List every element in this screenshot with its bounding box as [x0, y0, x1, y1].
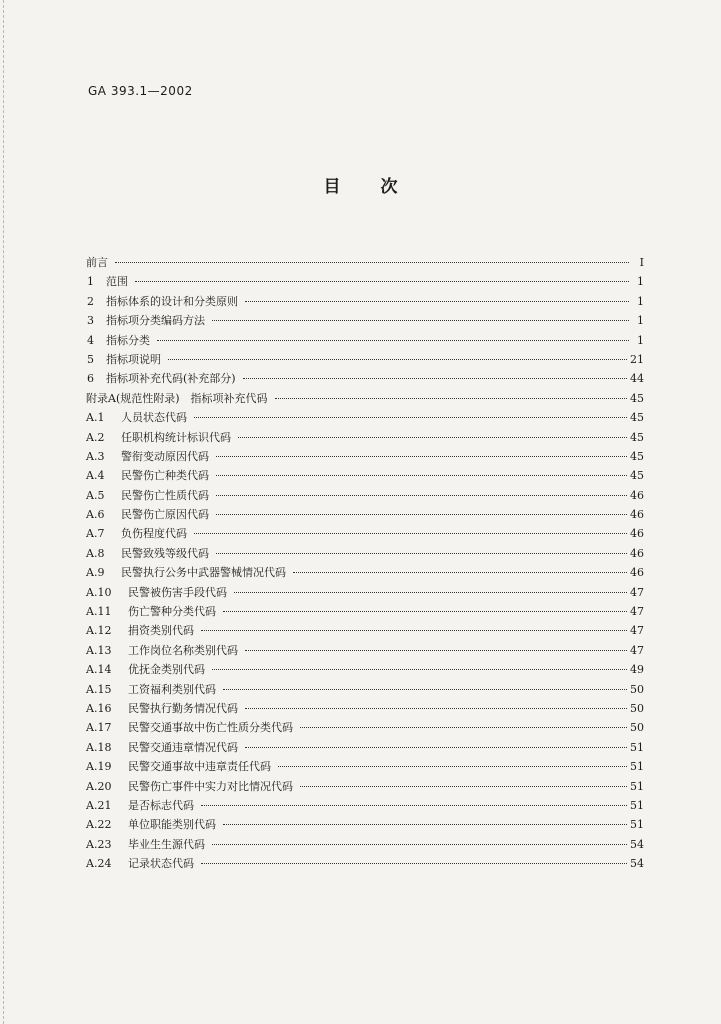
toc-entry-page: 51	[630, 798, 644, 812]
toc-entry-page: 51	[630, 779, 644, 793]
toc-entry-title: 民警伤亡性质代码	[121, 488, 209, 502]
toc-entry-number: 3	[87, 314, 94, 328]
toc-entry-number: 1	[87, 275, 94, 289]
toc-entry-title: 人员状态代码	[121, 411, 187, 425]
toc-entry-page: 50	[630, 682, 644, 696]
toc-leader-dots	[157, 328, 629, 341]
toc-entry-number: A.17	[86, 721, 112, 735]
toc-entry-page: 21	[630, 352, 644, 366]
toc-leader-dots	[115, 250, 629, 263]
toc-entry-title: 指标项说明	[106, 352, 161, 366]
toc-entry-title: 民警被伤害手段代码	[128, 585, 227, 599]
toc-entry-number: 5	[87, 352, 94, 366]
toc-leader-dots	[245, 735, 627, 748]
toc-leader-dots	[216, 502, 627, 515]
toc-entry-number: A.19	[86, 760, 112, 774]
toc-entry-title: 民警执行公务中武器警械情况代码	[121, 566, 286, 580]
toc-entry-number: A.16	[86, 701, 112, 715]
toc-entry-number: A.23	[86, 837, 112, 851]
toc-entry-number: A.8	[86, 546, 105, 560]
toc-entry-title: 附录A(规范性附录) 指标项补充代码	[86, 391, 268, 405]
binding-edge	[3, 0, 5, 1024]
toc-entry-page: 47	[630, 585, 644, 599]
toc-entry-number: A.24	[86, 857, 112, 871]
toc-leader-dots	[212, 308, 629, 321]
toc-entry-number: A.22	[86, 818, 112, 832]
toc-leader-dots	[245, 289, 629, 302]
toc-entry-page: 47	[630, 624, 644, 638]
toc-leader-dots	[212, 657, 627, 670]
toc-entry-title: 前言	[86, 256, 108, 269]
toc-entry-page: 47	[630, 605, 644, 619]
toc-entry-title: 民警伤亡种类代码	[121, 469, 209, 483]
toc-entry-title: 任职机构统计标识代码	[121, 430, 231, 444]
toc-leader-dots	[216, 444, 627, 457]
toc-entry-number: A.21	[86, 798, 112, 812]
toc-entry-page: 45	[630, 469, 644, 483]
toc-entry-number: 4	[87, 333, 94, 347]
toc-entry-page: 46	[630, 488, 644, 502]
toc-entry-page: 45	[630, 449, 644, 463]
toc-entry-page: 1	[637, 314, 644, 328]
toc-entry-page: 51	[630, 760, 644, 774]
toc-entry-number: A.20	[86, 779, 112, 793]
toc-leader-dots	[216, 541, 627, 554]
toc-entry-number: A.7	[86, 527, 105, 541]
toc-entry-page: 1	[637, 333, 644, 347]
toc-leader-dots	[201, 851, 627, 864]
toc-entry-number: A.1	[86, 411, 105, 425]
toc-entry-title: 毕业生生源代码	[128, 837, 205, 851]
toc-entry-number: A.18	[86, 740, 112, 754]
toc-entry-title: 负伤程度代码	[121, 527, 187, 541]
toc-entry-number: 2	[87, 294, 94, 308]
toc-entry-title: 指标体系的设计和分类原则	[106, 294, 238, 308]
toc-entry-number: A.6	[86, 508, 105, 522]
toc-leader-dots	[243, 366, 627, 379]
toc-entry-page: 54	[630, 857, 644, 871]
toc-leader-dots	[300, 774, 627, 787]
toc-entry-page: 49	[630, 663, 644, 677]
toc-entry-title: 是否标志代码	[128, 798, 194, 812]
toc-entry-number: A.11	[86, 605, 112, 619]
toc-leader-dots	[212, 832, 627, 845]
toc-leader-dots	[278, 754, 627, 767]
toc-entry-page: 51	[630, 740, 644, 754]
toc-entry-number: A.14	[86, 663, 112, 677]
toc-leader-dots	[201, 618, 627, 631]
toc-leader-dots	[216, 463, 627, 476]
toc-entry-page: 50	[630, 721, 644, 735]
toc-entry-title: 记录状态代码	[128, 857, 194, 871]
toc-entry-number: A.10	[86, 585, 112, 599]
toc-entry-number: A.3	[86, 449, 105, 463]
toc-entry-title: 单位职能类别代码	[128, 818, 216, 832]
toc-entry-title: 民警伤亡事件中实力对比情况代码	[128, 779, 293, 793]
toc-leader-dots	[245, 638, 627, 651]
toc-leader-dots	[201, 793, 627, 806]
toc-entry-page: 45	[630, 430, 644, 444]
toc-leader-dots	[135, 269, 629, 282]
toc-leader-dots	[168, 347, 627, 360]
toc-leader-dots	[223, 599, 627, 612]
toc-entry	[86, 854, 644, 873]
toc-entry-title: 指标分类	[106, 333, 150, 347]
toc-entry-title: 工作岗位名称类别代码	[128, 643, 238, 657]
title-char-1: 目	[323, 177, 341, 197]
toc-entry-page: 1	[637, 275, 644, 289]
toc-entry-page: 45	[630, 391, 644, 405]
title-char-2: 次	[380, 177, 398, 197]
toc-entry-page: 45	[630, 411, 644, 425]
toc-leader-dots	[238, 425, 627, 438]
toc-entry-title: 指标项补充代码(补充部分)	[106, 372, 236, 386]
toc-entry-number: A.15	[86, 682, 112, 696]
toc-entry-page: I	[639, 256, 644, 269]
toc-entry-title: 捐资类别代码	[128, 624, 194, 638]
page-title	[0, 172, 721, 197]
toc-entry-number: A.13	[86, 643, 112, 657]
toc-entry-number: A.5	[86, 488, 105, 502]
toc-leader-dots	[300, 715, 627, 728]
toc-entry-title: 工资福利类别代码	[128, 682, 216, 696]
toc-leader-dots	[275, 386, 627, 399]
toc-entry-title: 伤亡警种分类代码	[128, 605, 216, 619]
toc-entry-page: 46	[630, 508, 644, 522]
toc-entry-page: 51	[630, 818, 644, 832]
toc-entry-title: 范围	[106, 275, 128, 289]
table-of-contents	[86, 253, 644, 874]
toc-entry-title: 警衔变动原因代码	[121, 449, 209, 463]
toc-entry-title: 民警交通事故中违章责任代码	[128, 760, 271, 774]
toc-entry-title: 优抚金类别代码	[128, 663, 205, 677]
toc-entry-number: A.9	[86, 566, 105, 580]
toc-entry-number: A.4	[86, 469, 105, 483]
toc-leader-dots	[194, 405, 627, 418]
toc-leader-dots	[223, 677, 627, 690]
toc-leader-dots	[223, 812, 627, 825]
toc-leader-dots	[293, 560, 627, 573]
toc-leader-dots	[234, 580, 627, 593]
toc-leader-dots	[194, 521, 627, 534]
toc-entry-title: 民警伤亡原因代码	[121, 508, 209, 522]
toc-entry-page: 1	[637, 294, 644, 308]
toc-entry-page: 44	[630, 372, 644, 386]
toc-entry-page: 46	[630, 546, 644, 560]
toc-entry-page: 46	[630, 527, 644, 541]
toc-entry-number: A.2	[86, 430, 105, 444]
standard-number: GA 393.1—2002	[88, 84, 193, 98]
toc-leader-dots	[216, 483, 627, 496]
toc-entry-page: 46	[630, 566, 644, 580]
toc-leader-dots	[245, 696, 627, 709]
toc-entry-page: 47	[630, 643, 644, 657]
toc-entry-title: 民警交通事故中伤亡性质分类代码	[128, 721, 293, 735]
toc-entry-page: 50	[630, 701, 644, 715]
toc-entry-title: 民警交通违章情况代码	[128, 740, 238, 754]
toc-entry-title: 民警执行勤务情况代码	[128, 701, 238, 715]
toc-entry-title: 民警致残等级代码	[121, 546, 209, 560]
toc-entry-title: 指标项分类编码方法	[106, 314, 205, 328]
toc-entry-page: 54	[630, 837, 644, 851]
toc-entry-number: A.12	[86, 624, 112, 638]
toc-entry-number: 6	[87, 372, 94, 386]
